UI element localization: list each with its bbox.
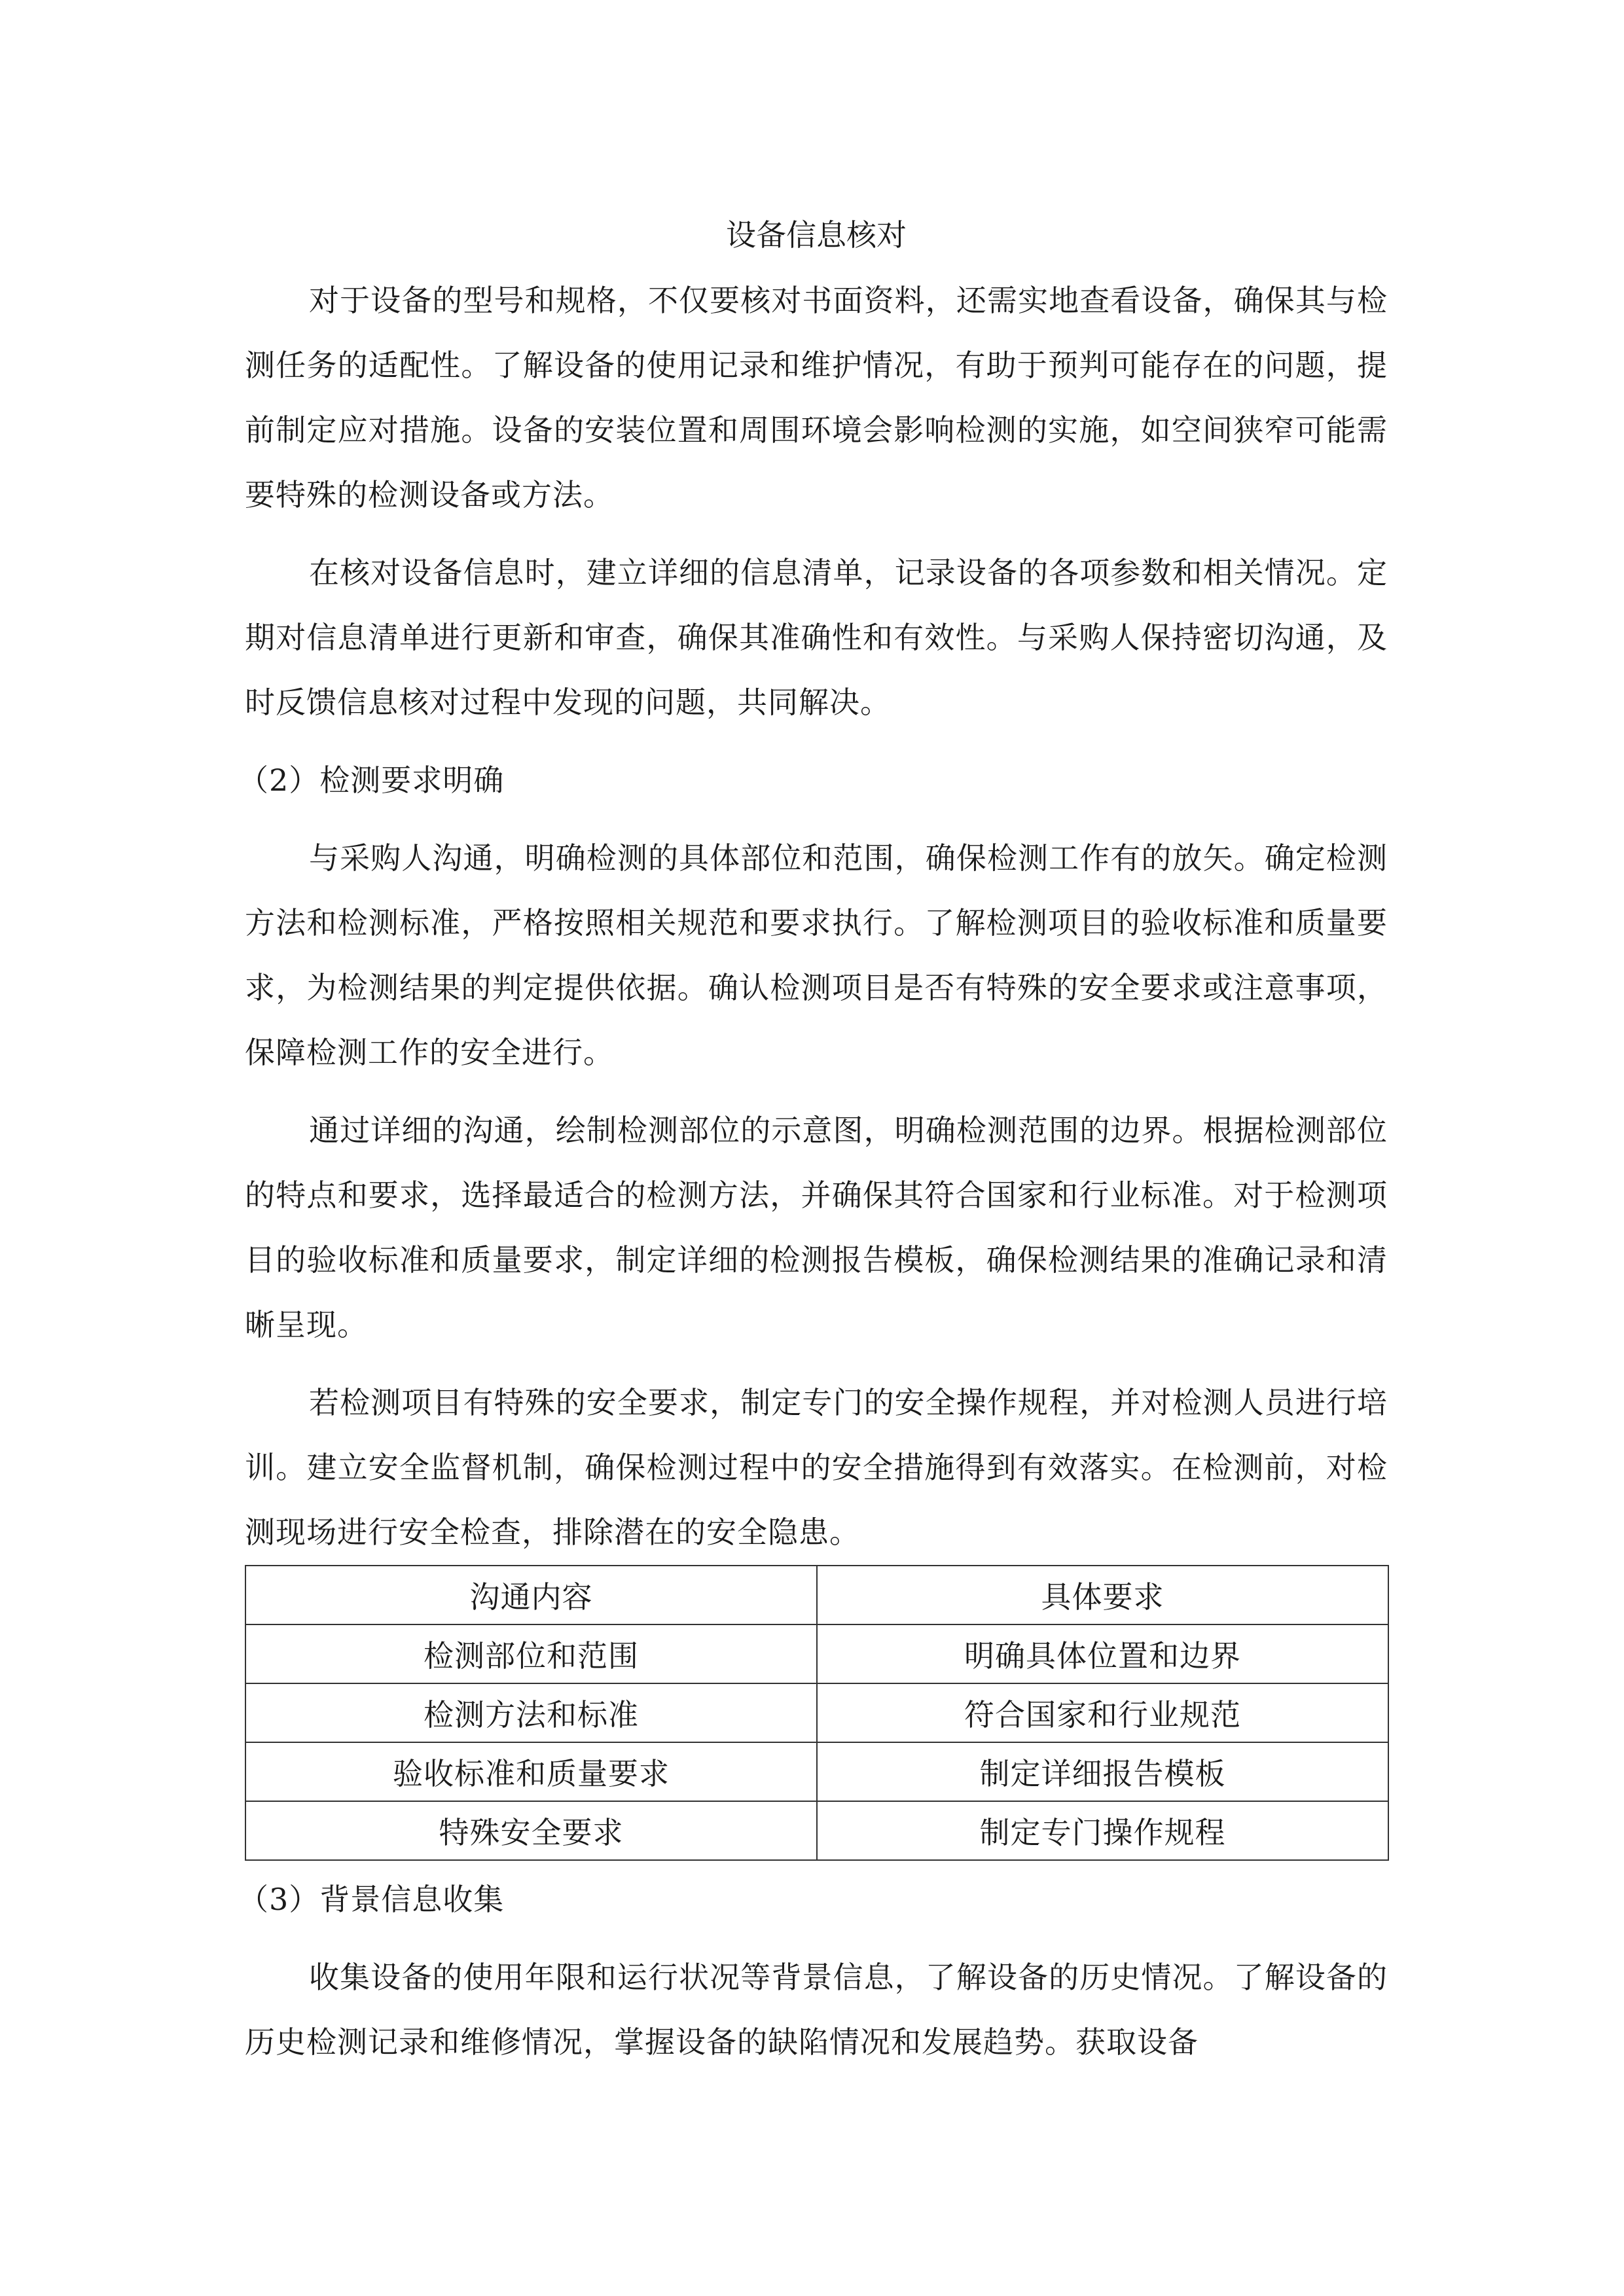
table-cell: 明确具体位置和边界 — [817, 1624, 1388, 1683]
table-header-row — [245, 1566, 1388, 1624]
table-row — [245, 1624, 1388, 1683]
section-heading: （3）背景信息收集 — [238, 1882, 505, 1917]
paragraph: 通过详细的沟通，绘制检测部位的示意图，明确检测范围的边界。根据检测部位的特点和要求，选择最适合的检测方法，并确保其符合国家和行业标准。对于检测项目的验收标准和质量要求，制定详细的检测报告模板，确保检测结果的准确记录和清晰呈现。 — [245, 1113, 1388, 1342]
paragraph: 对于设备的型号和规格，不仅要核对书面资料，还需实地查看设备，确保其与检测任务的适配性。了解设备的使用记录和维护情况，有助于预判可能存在的问题，提前制定应对措施。设备的安装位置和周围环境会影响检测的实施，如空间狭窄可能需要特殊的检测设备或方法。 — [245, 283, 1388, 512]
paragraph: 收集设备的使用年限和运行状况等背景信息，了解设备的历史情况。了解设备的历史检测记录和维修情况，掌握设备的缺陷情况和发展趋势。获取设备 — [245, 1960, 1388, 2060]
table-row — [245, 1742, 1388, 1801]
section-heading: （2）检测要求明确 — [238, 762, 505, 798]
requirements-table — [245, 1565, 1389, 1861]
paragraph: 若检测项目有特殊的安全要求，制定专门的安全操作规程，并对检测人员进行培训。建立安全监督机制，确保检测过程中的安全措施得到有效落实。在检测前，对检测现场进行安全检查，排除潜在的安全隐患。 — [245, 1385, 1388, 1550]
document-title: 设备信息核对 — [726, 217, 907, 253]
table-row — [245, 1683, 1388, 1742]
table-row — [245, 1801, 1388, 1860]
table-cell: 制定详细报告模板 — [817, 1742, 1388, 1801]
table-cell: 检测方法和标准 — [245, 1683, 817, 1742]
paragraph: 在核对设备信息时，建立详细的信息清单，记录设备的各项参数和相关情况。定期对信息清单进行更新和审查，确保其准确性和有效性。与采购人保持密切沟通，及时反馈信息核对过程中发现的问题，共同解决。 — [245, 555, 1388, 720]
table-header-cell: 沟通内容 — [245, 1566, 817, 1624]
table-cell: 符合国家和行业规范 — [817, 1683, 1388, 1742]
table-cell: 制定专门操作规程 — [817, 1801, 1388, 1860]
table-cell: 特殊安全要求 — [245, 1801, 817, 1860]
table-cell: 验收标准和质量要求 — [245, 1742, 817, 1801]
table-header-cell: 具体要求 — [817, 1566, 1388, 1624]
paragraph: 与采购人沟通，明确检测的具体部位和范围，确保检测工作有的放矢。确定检测方法和检测标准，严格按照相关规范和要求执行。了解检测项目的验收标准和质量要求，为检测结果的判定提供依据。确认检测项目是否有特殊的安全要求或注意事项，保障检测工作的安全进行。 — [245, 840, 1388, 1070]
document-page — [238, 208, 1388, 2088]
table-cell: 检测部位和范围 — [245, 1624, 817, 1683]
